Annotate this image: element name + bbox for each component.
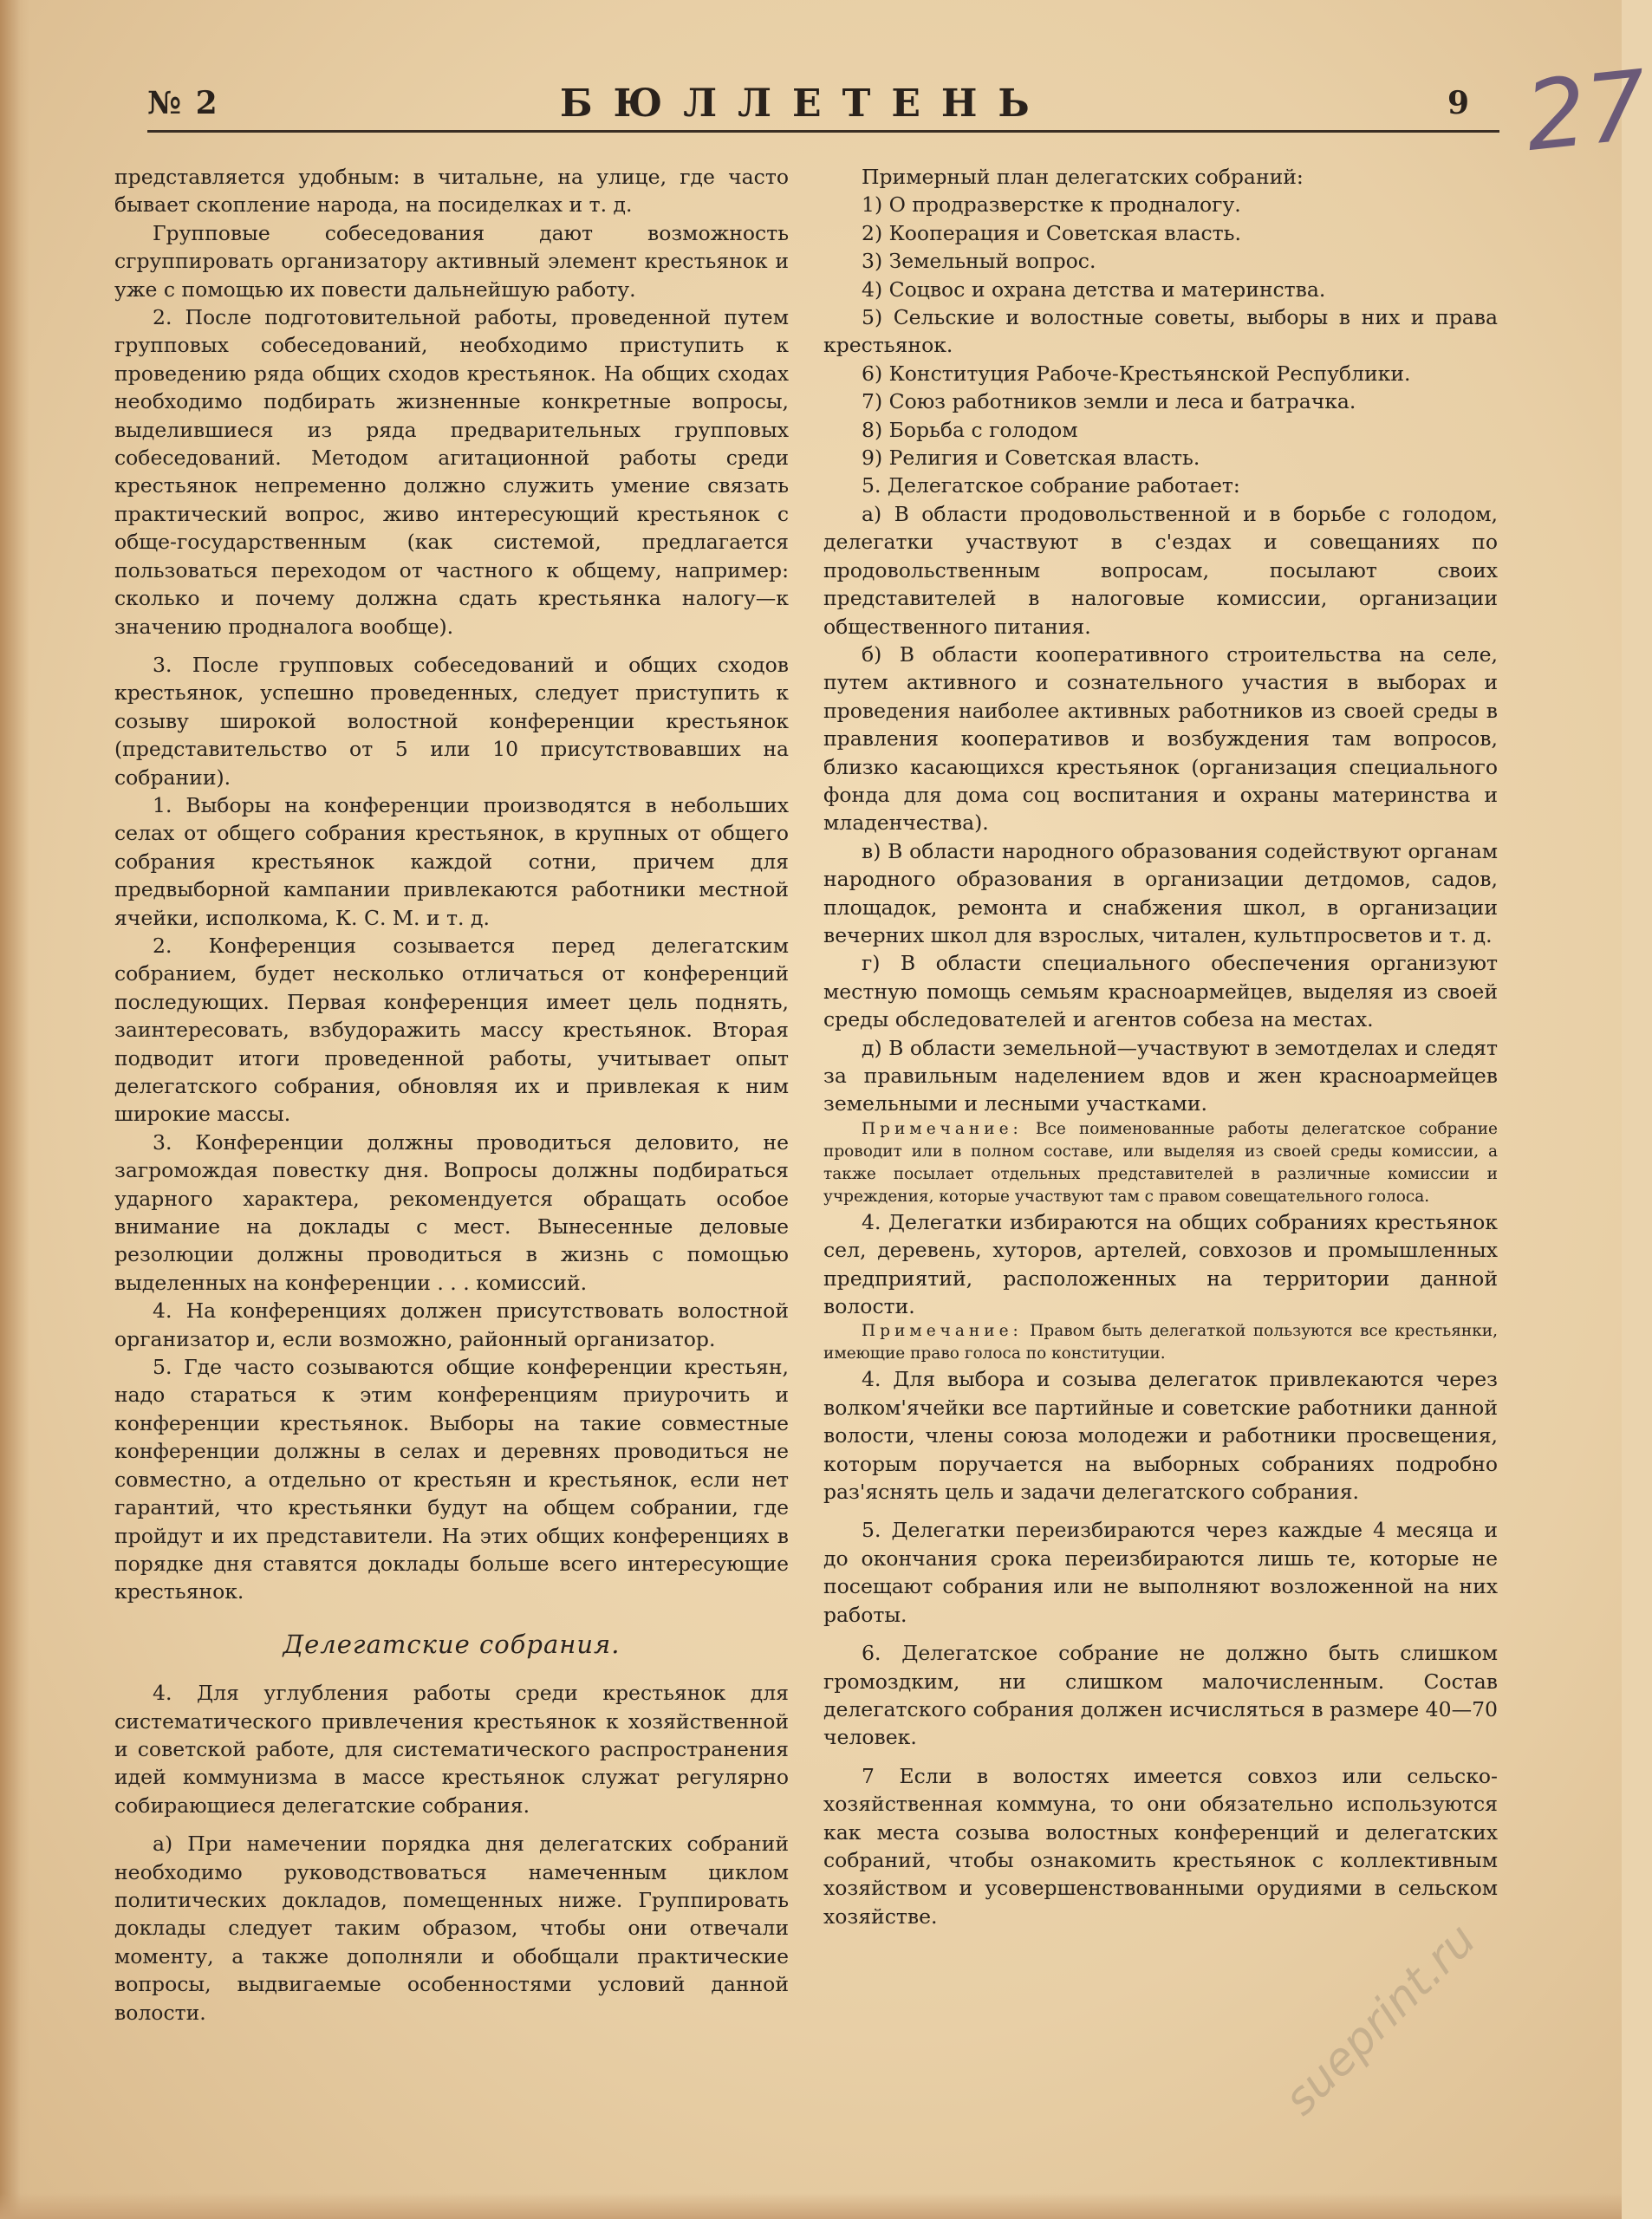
handwritten-page-number: 27 xyxy=(1519,49,1652,172)
binding-edge xyxy=(0,0,29,2219)
paragraph: 2. После подготовительной работы, проведенной путем групповых собеседований, необходимо приступить к проведению ряда общих сходов крестьянок. На общих сходах необходимо подбирать жизненные конкретные вопросы, выделившиеся из ряда предварительных групповых собеседований. Методом агитационной работы среди крестьянок непременно должно служить умение связать практический вопрос, живо интересующий крестьянок с обще-государственным (как системой, предлагается пользоваться переходом от частного к общему, например: сколько и почему должна сдать крестьянка налогу—к значению продналога вообще). xyxy=(114,305,789,639)
plan-item: 7) Союз работников земли и леса и батрачка. xyxy=(862,389,1356,414)
paragraph: г) В области специального обеспечения организуют местную помощь семьям красноармейцев, выделяя из своей среды обследователей и агентов собеза на местах. xyxy=(823,951,1498,1032)
paragraph: 4. Делегатки избираются на общих собраниях крестьянок сел, деревень, хуторов, артелей, совхозов и промышленных предприятий, расположенных на территории данной волости. xyxy=(823,1209,1498,1319)
paragraph: в) В области народного образования содействуют органам народного образования в организации детдомов, садов, площадок, ремонта и снабжения школ, в организации вечерних школ для взрослых, читален, культпросветов и т. д. xyxy=(823,838,1498,947)
plan-item: 3) Земельный вопрос. xyxy=(862,249,1096,274)
footnote xyxy=(823,1320,1498,1365)
footnote-text: Правом быть делегаткой пользуются все крестьянки, имеющие право голоса по конституции. xyxy=(823,1322,1498,1363)
paragraph: д) В области земельной—участвуют в земотделах и следят за правильным наделением вдов и жен красноармейцев земельными и лесными участками. xyxy=(823,1035,1498,1116)
paragraph: Групповые собеседования дают возможность сгруппировать организатору активный элемент крестьянок и уже с помощью их повести дальнейшую работу. xyxy=(114,220,789,302)
footnote-lead: Примечание: xyxy=(862,1322,1023,1341)
watermark: sueprint.ru xyxy=(1274,1913,1486,2126)
footnote-text: Все поименованные работы делегатское собрание проводит или в полном составе, или выделяя из своей среды комиссии, а также посылает отдельных представителей в различные комиссии и учреждения, которые участвуют там с правом совещательного голоса. xyxy=(823,1119,1498,1206)
plan-item: 1) О продразверстке к продналогу. xyxy=(862,192,1241,218)
plan-item: 4) Соцвос и охрана детства и материнства. xyxy=(862,277,1326,302)
right-column xyxy=(823,163,1498,1930)
paragraph: б) В области кооперативного строительства на селе, путем активного и сознательного участия в выборах и проведения наиболее активных работников из своей среды в правления кооперативов и возбуждения там вопросов, близко касающихся крестьянок (организация специального фонда для дома соц воспитания и охраны материнства и младенчества). xyxy=(823,641,1498,836)
paragraph: 6. Делегатское собрание не должно быть слишком громоздким, ни слишком малочисленным. Состав делегатского собрания должен исчисляться в размере 40—70 человек. xyxy=(823,1641,1498,1750)
header-rule xyxy=(147,130,1499,133)
paragraph: а) В области продовольственной и в борьбе с голодом, делегатки участвуют в с'ездах и совещаниях по продовольственным вопросам, посылают своих представителей в налоговые комиссии, организации общественного питания. xyxy=(823,501,1498,639)
footnote-lead: Примечание: xyxy=(862,1119,1023,1138)
plan-title: Примерный план делегатских собраний: xyxy=(862,165,1304,189)
page-number: 9 xyxy=(1447,85,1470,121)
paragraph: 5. Делегатки переизбираются через каждые 4 месяца и до окончания срока переизбираются лишь те, которые не посещают собрания или не выполняют возложенной на них работы. xyxy=(823,1518,1498,1627)
plan-item: 5) Сельские и волостные советы, выборы в них и права крестьянок. xyxy=(823,305,1498,358)
plan-item: 6) Конституция Рабоче-Крестьянской Республики. xyxy=(862,361,1411,386)
section-heading: Делегатские собрания. xyxy=(283,1629,621,1659)
paragraph: а) При намечении порядка дня делегатских собраний необходимо руководствоваться намеченным циклом политических докладов, помещенных ниже. Группировать доклады следует таким образом, чтобы они отвечали моменту, а также дополняли и обобщали практические вопросы, выдвигаемые особенностями условий данной волости. xyxy=(114,1832,789,2025)
plan-item: 8) Борьба с голодом xyxy=(862,417,1078,442)
paragraph: 1. Выборы на конференции производятся в небольших селах от общего собрания крестьянок, в крупных от общего собрания крестьянок каждой сотни, причем для предвыборной кампании привлекаются работники местной ячейки, исполкома, К. С. М. и т. д. xyxy=(114,792,789,930)
plan-item: 2) Кооперация и Советская власть. xyxy=(862,220,1241,245)
paragraph: 4. На конференциях должен присутствовать волостной организатор и, если возможно, районный организатор. xyxy=(114,1298,789,1351)
footnote xyxy=(823,1118,1498,1208)
paragraph: представляется удобным: в читальне, на улице, где часто бывает скопление народа, на посиделках и т. д. xyxy=(114,165,789,218)
plan-list xyxy=(823,191,1498,472)
issue-number: № 2 xyxy=(147,85,219,121)
left-column xyxy=(114,163,789,2027)
paragraph: 7 Если в волостях имеется совхоз или сельско-хозяйственная коммуна, то они обязательно используются как места созыва волостных конференций и делегатских собраний, чтобы ознакомить крестьянок с коллективным хозяйством и усовершенствованными орудиями в сельском хозяйстве. xyxy=(823,1763,1498,1929)
paragraph: 5. Где часто созываются общие конференции крестьян, надо стараться к этим конференциям приурочить и конференции крестьянок. Выборы на такие совместные конференции должны в селах и деревнях проводиться не совместно, а отдельно от крестьян и крестьянок, если нет гарантий, что крестьянки будут на общем собрании, где пройдут и их представители. На этих общих конференциях в порядке дня ставятся доклады больше всего интересующие крестьянок. xyxy=(114,1355,789,1604)
bottom-edge xyxy=(0,2193,1622,2219)
bulletin-title: БЮЛЛЕТЕНЬ xyxy=(560,81,1050,126)
paragraph: 3. Конференции должны проводиться деловито, не загромождая повестку дня. Вопросы должны подбираться ударного характера, рекомендуется обращать особое внимание на доклады с мест. Вынесенные деловые резолюции должны проводиться в жизнь с помощью выделенных на конференции . . . комиссий. xyxy=(114,1129,789,1295)
paragraph: 4. Для углубления работы среди крестьянок для систематического привлечения крестьянок к хозяйственной и советской работе, для систематического распространения идей коммунизма в массе крестьянок служат регулярно собирающиеся делегатские собрания. xyxy=(114,1681,789,1818)
paragraph: 4. Для выбора и созыва делегаток привлекаются через волком'ячейки все партийные и советские работники данной волости, члены союза молодежи и работники просвещения, которым поручается на выборных собраниях подробно раз'яснять цель и задачи делегатского собрания. xyxy=(823,1367,1498,1505)
plan-item: 9) Религия и Советская власть. xyxy=(862,446,1200,471)
page-header xyxy=(147,80,1499,137)
paragraph: 2. Конференция созывается перед делегатским собранием, будет несколько отличаться от конференций последующих. Первая конференция имеет цель поднять, заинтересовать, взбудоражить массу крестьянок. Вторая подводит итоги проведенной работы, учитывает опыт делегатского собрания, обновляя их и привлекая к ним широкие массы. xyxy=(114,933,789,1127)
paragraph: 5. Делегатское собрание работает: xyxy=(862,473,1240,498)
paragraph: 3. После групповых собеседований и общих сходов крестьянок, успешно проведенных, следует приступить к созыву широкой волостной конференции крестьянок (представительство от 5 или 10 присутствовавших на собрании). xyxy=(114,652,789,790)
